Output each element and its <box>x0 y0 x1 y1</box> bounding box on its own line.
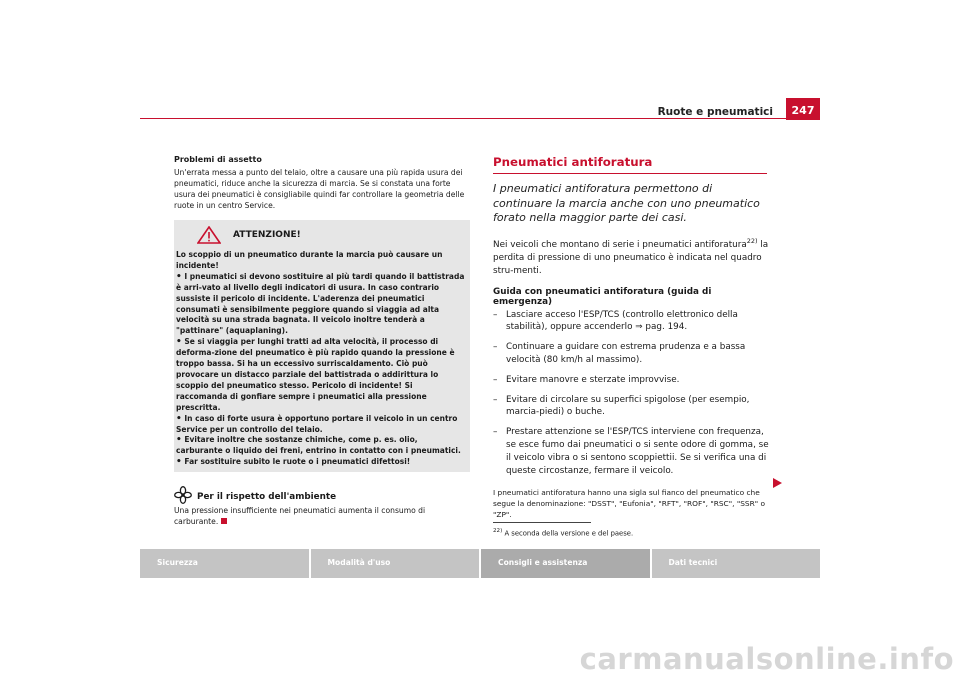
alignment-heading: Problemi di assetto <box>174 155 262 164</box>
list-item: – Evitare di circolare su superfici spigolose (per esempio, marcia-piedi) o buche. <box>493 394 750 418</box>
list-item: – Evitare manovre e sterzate improvvise. <box>493 374 680 385</box>
warning-title: ATTENZIONE! <box>233 230 301 240</box>
warning-bullet: • I pneumatici si devono sostituire al più tardi quando il battistrada è arri-vato al livello degli indicatori di usura. In caso contrario sussiste il pericolo di incidente. L'aderenza dei pneumatici consumati è sensibilmente peggiore quando si viaggia ad alta velocità su una strada bagnata. Il veicolo inoltre tenderà a "pattinare" (aquaplaning). <box>176 271 465 336</box>
warning-lead: Lo scoppio di un pneumatico durante la marcia può causare un incidente! <box>176 250 443 270</box>
warning-triangle-icon <box>197 226 221 244</box>
section-title: Pneumatici antiforatura <box>493 155 653 169</box>
right-column <box>493 155 769 521</box>
flower-icon <box>174 486 192 504</box>
tab-consigli-assistenza[interactable]: Consigli e assistenza <box>481 549 650 578</box>
header-divider <box>140 118 820 119</box>
bullet-icon: • <box>176 435 182 446</box>
list-item: – Lasciare acceso l'ESP/TCS (controllo elettronico della stabilità), oppure accenderlo ⇒ pag. 194. <box>493 309 738 333</box>
section-lead: I pneumatici antiforatura permettono di continuare la marcia anche con uno pneumatico forato nella maggior parte dei casi. <box>493 182 760 224</box>
footnote: $^{22)}$ A seconda della versione e del paese. <box>493 528 634 538</box>
warning-bullet: • Far sostituire subito le ruote o i pneumatici difettosi! <box>176 457 411 468</box>
warning-bullet: • Se si viaggia per lunghi tratti ad alta velocità, il processo di deforma-zione del pneumatico è più rapido quando la pressione è troppo bassa. Si ha un eccessivo surriscaldamento. Ciò può provocare un distacco parziale del battistrada o addirittura lo scoppio del pneumatico stesso. Pericolo di incidente! Si raccomanda di gonfiare sempre i pneumatici alla pressione prescritta. <box>176 337 455 412</box>
bullet-icon: • <box>176 337 182 348</box>
tyre-code-paragraph: I pneumatici antiforatura hanno una sigla sul fianco del pneumatico che segue la denominazione: "DSST", "Eufonia", "RFT", "ROF", "RSC", "SSR" o "ZP". <box>493 488 766 519</box>
warning-bullet: • Evitare inoltre che sostanze chimiche, come p. es. olio, carburante o liquido dei freni, entrino in contatto con i pneumatici. <box>176 435 461 456</box>
emergency-heading: Guida con pneumatici antiforatura (guida di emergenza) <box>493 286 712 307</box>
intro-paragraph: Nei veicoli che montano di serie i pneumatici antiforatura$^{22)}$ la perdita di pressione di uno pneumatico è indicata nel quadro stru-menti. <box>493 236 769 277</box>
page-header-title: Ruote e pneumatici <box>657 106 773 118</box>
list-item: – Prestare attenzione se l'ESP/TCS interviene con frequenza, se esce fumo dai pneumatici o si sente odore di gomma, se il veicolo vibra o si sentono scoppiettii. Se si verifica una di queste circostanze, fermare il veicolo. <box>493 427 769 476</box>
chapter-nav <box>140 549 820 578</box>
alignment-paragraph: Un'errata messa a punto del telaio, oltre a causare una più rapida usura dei pneumatici, riduce anche la sicurezza di marcia. Se si constata una forte usura dei pneumatici è consigliabile quindi far controllare la geometria delle ruote in un centro Service. <box>174 168 465 210</box>
list-item: – Continuare a guidare con estrema prudenza e a bassa velocità (80 km/h al massimo). <box>493 342 746 366</box>
next-page-arrow-icon[interactable] <box>773 478 782 488</box>
tab-sicurezza[interactable]: Sicurezza <box>140 549 309 578</box>
footnote-divider <box>493 522 591 523</box>
section-divider <box>493 173 767 174</box>
warning-box <box>174 220 470 472</box>
bullet-icon: • <box>176 457 182 468</box>
environment-title: Per il rispetto dell'ambiente <box>197 492 337 503</box>
footnote-ref: 22) <box>746 236 758 245</box>
environment-header <box>174 486 470 504</box>
page-number-badge: 247 <box>786 98 820 120</box>
watermark: carmanualsonline.info <box>579 642 954 676</box>
bullet-icon: • <box>176 413 182 424</box>
bullet-icon: • <box>176 271 182 282</box>
left-column <box>174 155 470 527</box>
warning-header <box>174 220 470 250</box>
environment-text: Una pressione insufficiente nei pneumatici aumenta il consumo di carburante. <box>174 506 426 527</box>
section-end-mark <box>221 518 227 524</box>
tab-dati-tecnici[interactable]: Dati tecnici <box>652 549 821 578</box>
warning-bullet: • In caso di forte usura è opportuno portare il veicolo in un centro Service per un controllo del telaio. <box>176 413 458 434</box>
tab-modalita-uso[interactable]: Modalità d'uso <box>311 549 480 578</box>
